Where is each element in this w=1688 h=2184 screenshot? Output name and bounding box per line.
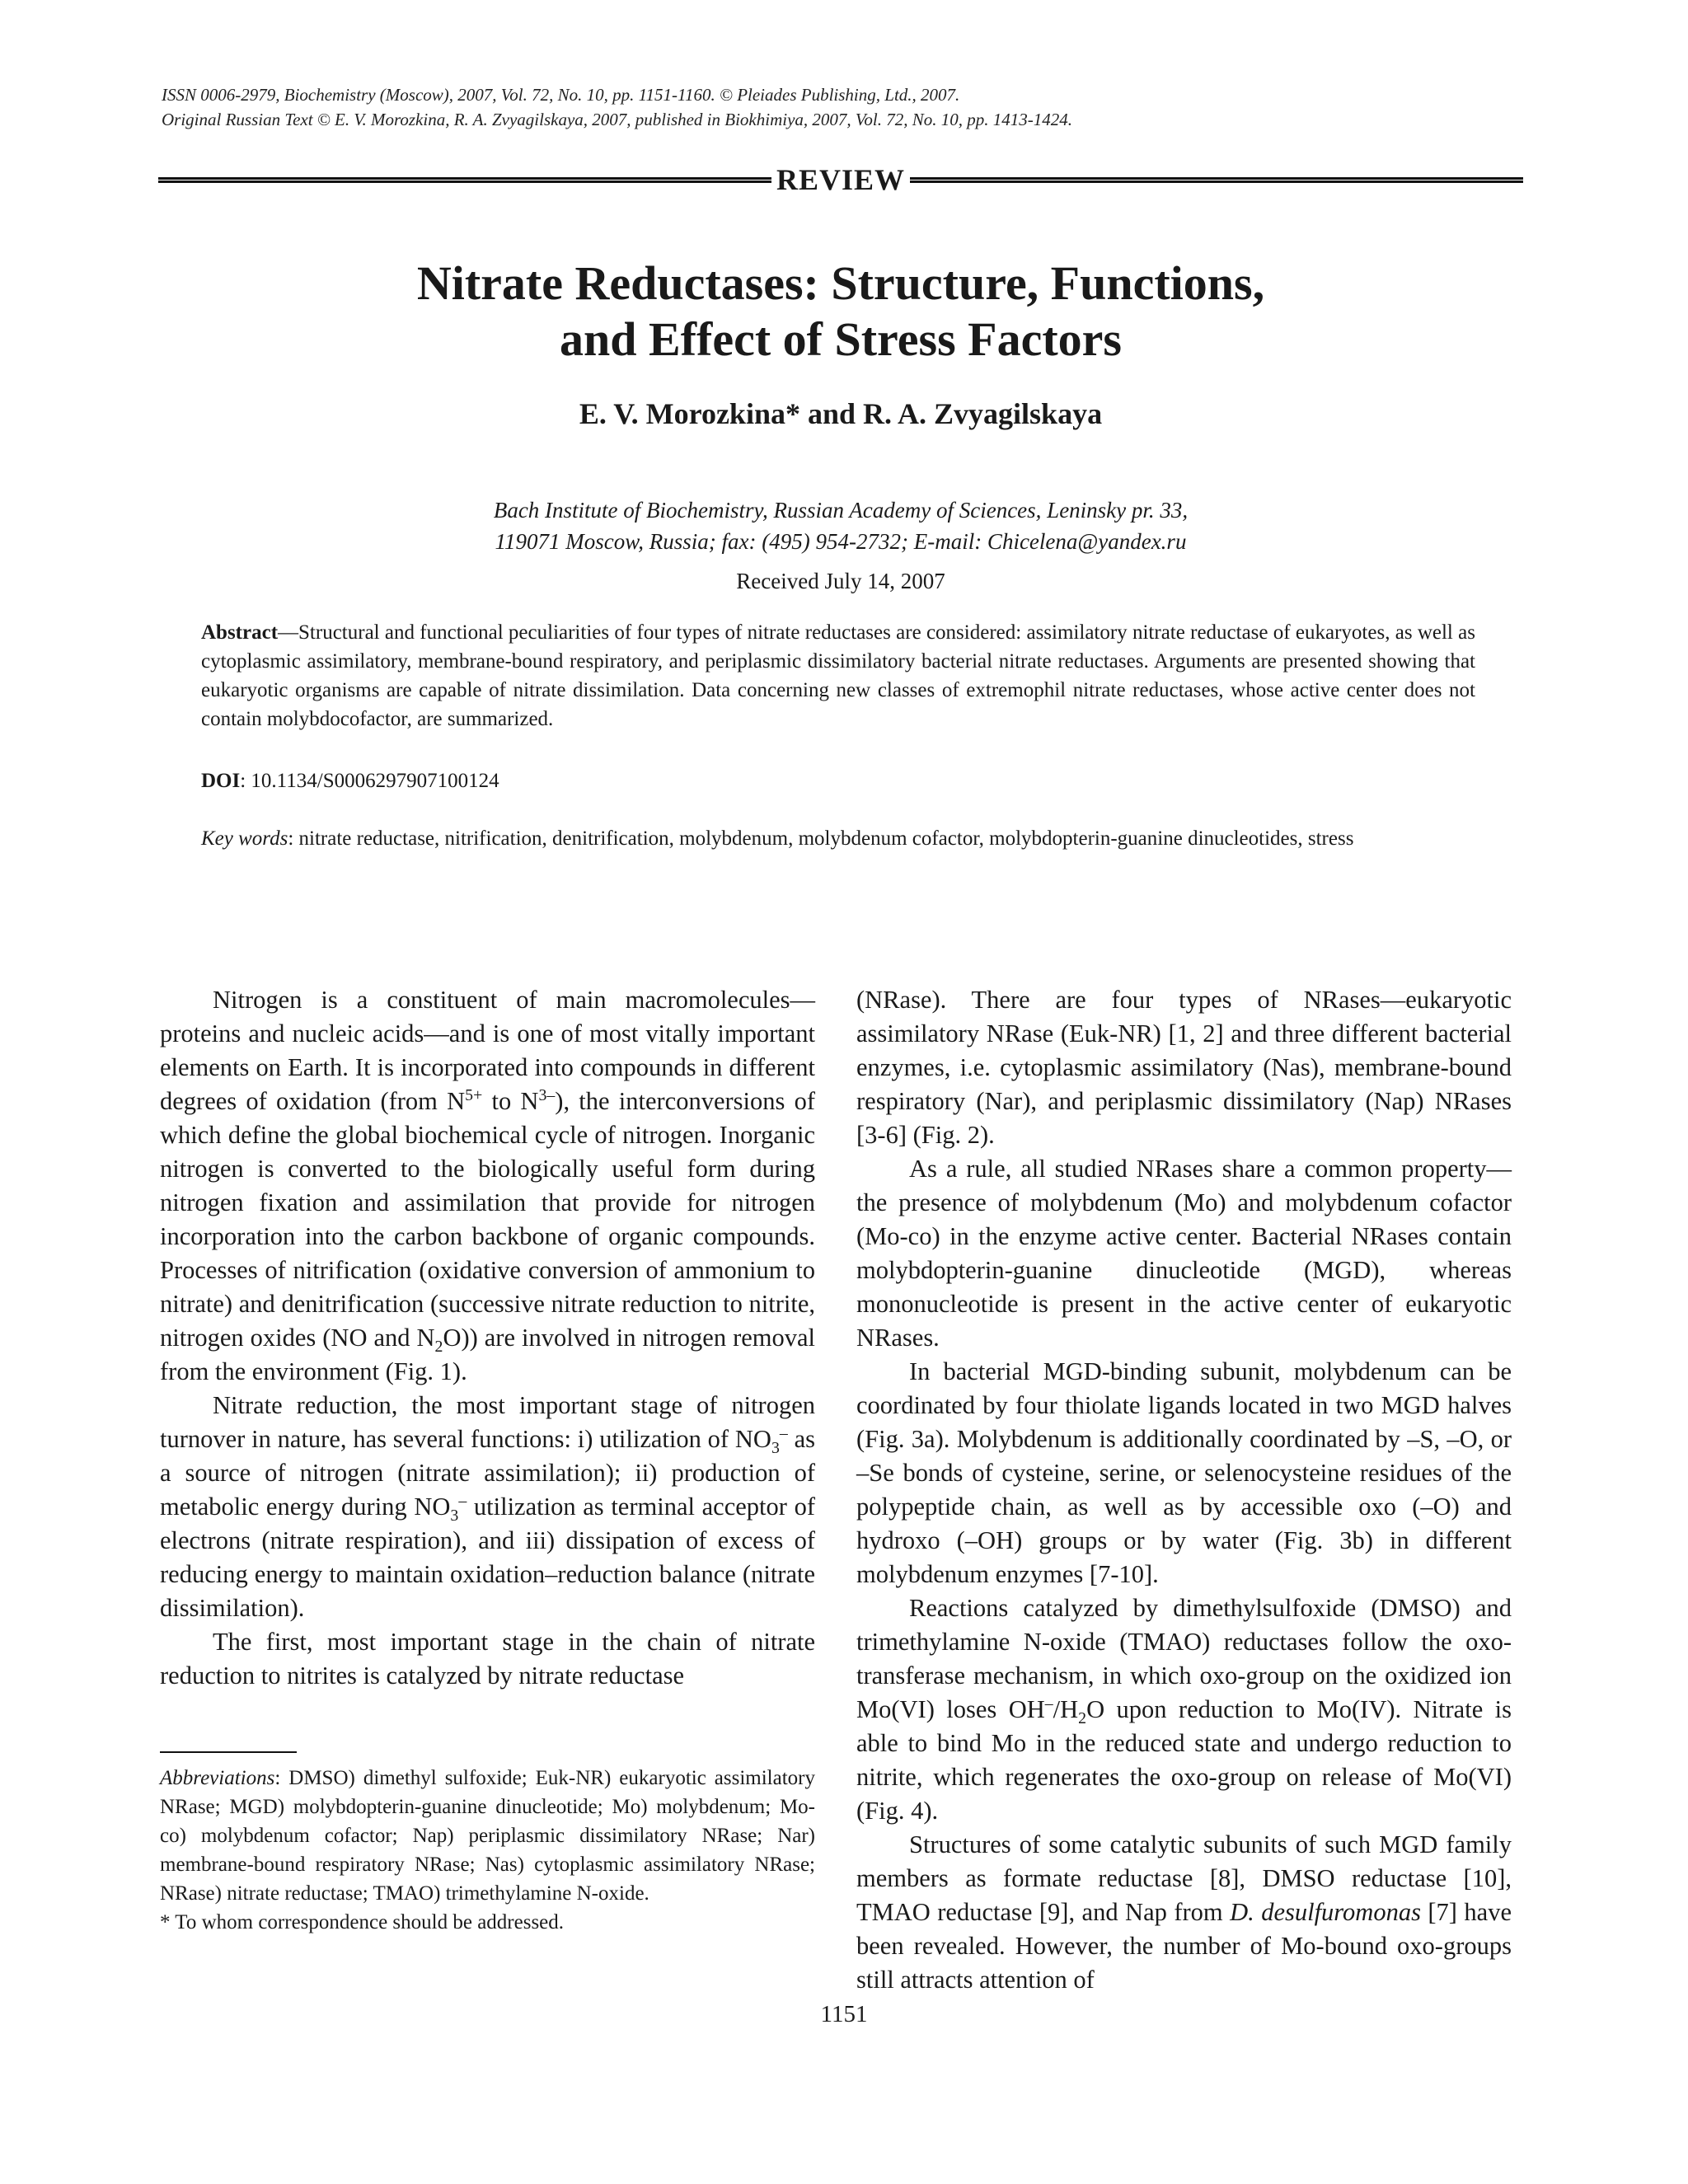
text-run: as a source of nitrogen (nitrate assimilation); ii) production of metabolic energy during NO: [160, 1425, 815, 1521]
header-original-text-line: Original Russian Text © E. V. Morozkina, R. A. Zvyagilskaya, 2007, published in Biokhimiya, 2007, Vol. 72, No. 10, pp. 1413-1424.: [162, 110, 1072, 129]
doi-value: : 10.1134/S0006297907100124: [240, 770, 499, 792]
abbreviations-label: Abbreviations: [160, 1767, 275, 1789]
text-run: Nitrogen is a constituent of main macromolecules—proteins and nucleic acids—and is one of most vitally important elements on Earth. It is incorporated into compounds in different degrees of oxidation (from N: [160, 986, 815, 1115]
left-column: [160, 983, 815, 1693]
page-number: 1151: [820, 2001, 868, 2027]
title-line-1: Nitrate Reductases: Structure, Functions,: [416, 256, 1265, 310]
footnotes: [160, 1764, 815, 1937]
superscript: –: [1044, 1694, 1053, 1713]
received-date: Received July 14, 2007: [736, 569, 945, 593]
left-paragraph-2: [160, 1389, 815, 1625]
subscript: 3: [771, 1439, 780, 1458]
footnote-rule: [160, 1751, 297, 1753]
species-name: D. desulfuromonas: [1230, 1898, 1421, 1926]
left-paragraph-3: The first, most important stage in the chain of nitrate reduction to nitrites is catalyzed by nitrate reductase: [160, 1628, 815, 1690]
subscript: 2: [434, 1338, 443, 1357]
text-run: utilization as terminal acceptor of electrons (nitrate respiration), and iii) dissipation of excess of reducing energy to maintain oxidation–reduction balance (nitrate dissimilation).: [160, 1493, 815, 1622]
section-divider: [158, 165, 1523, 194]
abbreviations-footnote: [160, 1764, 815, 1908]
abbreviations-text: : DMSO) dimethyl sulfoxide; Euk-NR) eukaryotic assimilatory NRase; MGD) molybdopterin-guanine dinucleotide; Mo) molybdenum; Mo-co) molybdenum cofactor; Nap) periplasmic dissimilatory NRase; Nar) membrane-bound respiratory NRase; Nas) cytoplasmic assimilatory NRase; NRase) nitrate reductase; TMAO) trimethylamine N-oxide.: [160, 1767, 815, 1905]
double-rule-right: [910, 177, 1523, 183]
header-issn-line: ISSN 0006-2979, Biochemistry (Moscow), 2007, Vol. 72, No. 10, pp. 1151-1160. © Pleiades Publishing, Ltd., 2007.: [162, 85, 960, 105]
right-paragraph-5: [856, 1828, 1512, 1997]
superscript: –: [458, 1491, 467, 1510]
title-line-2: and Effect of Stress Factors: [560, 312, 1122, 366]
affiliation-line-1: Bach Institute of Biochemistry, Russian Academy of Sciences, Leninsky pr. 33,: [493, 498, 1189, 523]
superscript: –: [779, 1423, 788, 1442]
right-column: [856, 983, 1512, 1997]
doi: [201, 766, 1475, 795]
subscript: 3: [450, 1507, 459, 1526]
correspondence-footnote: * To whom correspondence should be addressed.: [160, 1911, 565, 1933]
authors: E. V. Morozkina* and R. A. Zvyagilskaya: [579, 397, 1103, 430]
text-run: O upon reduction to Mo(IV). Nitrate is able to bind Mo in the reduced state and undergo reduction to nitrite, which regenerates the oxo-group on release of Mo(VI) (Fig. 4).: [856, 1695, 1512, 1825]
text-run: Structures of some catalytic subunits of such MGD family members as formate reductase [8], DMSO reductase [10], TMAO reductase [9], and Nap from: [856, 1830, 1512, 1926]
abstract-text: —Structural and functional peculiarities of four types of nitrate reductases are considered: assimilatory nitrate reductase of eukaryotes, as well as cytoplasmic assimilatory, membrane-bound respiratory, and periplasmic dissimilatory bacterial nitrate reductases. Arguments are presented showing that eukaryotic organisms are capable of nitrate dissimilation. Data concerning new classes of extremophil nitrate reductases, whose active center does not contain molybdocofactor, are summarized.: [201, 621, 1475, 730]
article-title: [158, 255, 1523, 368]
right-paragraph-4: [856, 1591, 1512, 1828]
double-rule-left: [158, 177, 771, 183]
right-paragraph-3: In bacterial MGD-binding subunit, molybdenum can be coordinated by four thiolate ligands located in two MGD halves (Fig. 3a). Molybdenum is additionally coordinated by –S, –O, or –Se bonds of cysteine, serine, or selenocysteine residues of the polypeptide chain, as well as by accessible oxo (–O) and hydroxo (–OH) groups or by water (Fig. 3b) in different molybdenum enzymes [7-10].: [856, 1357, 1512, 1588]
keywords: [201, 824, 1475, 853]
text-run: O)) are involved in nitrogen removal from the environment (Fig. 1).: [160, 1324, 816, 1385]
right-paragraph-2: As a rule, all studied NRases share a common property—the presence of molybdenum (Mo) and molybdenum cofactor (Mo-co) in the enzyme active center. Bacterial NRases contain molybdopterin-guanine dinucleotide (MGD), whereas mononucleotide is present in the active center of eukaryotic NRases.: [856, 1155, 1512, 1352]
doi-label: DOI: [201, 770, 241, 792]
abstract: [201, 618, 1475, 733]
keywords-value: : nitrate reductase, nitrification, denitrification, molybdenum, molybdenum cofactor, molybdopterin-guanine dinucleotides, stress: [288, 827, 1354, 850]
text-run: Reactions catalyzed by dimethylsulfoxide (DMSO) and trimethylamine N-oxide (TMAO) reductases follow the oxo-transferase mechanism, in which oxo-group on the oxidized ion Mo(VI) loses OH: [856, 1594, 1512, 1723]
superscript: 3–: [538, 1085, 556, 1104]
text-run: /H: [1053, 1695, 1079, 1723]
keywords-label: Key words: [201, 827, 288, 850]
abstract-label: Abstract: [201, 621, 279, 644]
text-run: [7] have been revealed. However, the number of Mo-bound oxo-groups still attracts attention of: [856, 1898, 1512, 1994]
text-run: to N: [482, 1087, 539, 1115]
text-run: Nitrate reduction, the most important stage of nitrogen turnover in nature, has several functions: i) utilization of NO: [160, 1391, 815, 1453]
affiliation-line-2: 119071 Moscow, Russia; fax: (495) 954-2732; E-mail: Chicelena@yandex.ru: [495, 529, 1187, 554]
section-label: REVIEW: [776, 163, 906, 196]
affiliation: [158, 494, 1523, 557]
text-run: ), the interconversions of which define the global biochemical cycle of nitrogen. Inorganic nitrogen is converted to the biologically useful form during nitrogen fixation and assimilation that provide for nitrogen incorporation into the carbon backbone of organic compounds. Processes of nitrification (oxidative conversion of ammonium to nitrate) and denitrification (successive nitrate reduction to nitrite, nitrogen oxides (NO and N: [160, 1087, 816, 1352]
journal-header: [162, 82, 1522, 132]
superscript: 5+: [465, 1085, 483, 1104]
right-paragraph-1: (NRase). There are four types of NRases—eukaryotic assimilatory NRase (Euk-NR) [1, 2] and three different bacterial enzymes, i.e. cytoplasmic assimilatory (Nas), membrane-bound respiratory (Nar), and periplasmic dissimilatory (Nap) NRases [3-6] (Fig. 2).: [856, 986, 1512, 1149]
subscript: 2: [1078, 1709, 1087, 1728]
left-paragraph-1: [160, 983, 815, 1389]
